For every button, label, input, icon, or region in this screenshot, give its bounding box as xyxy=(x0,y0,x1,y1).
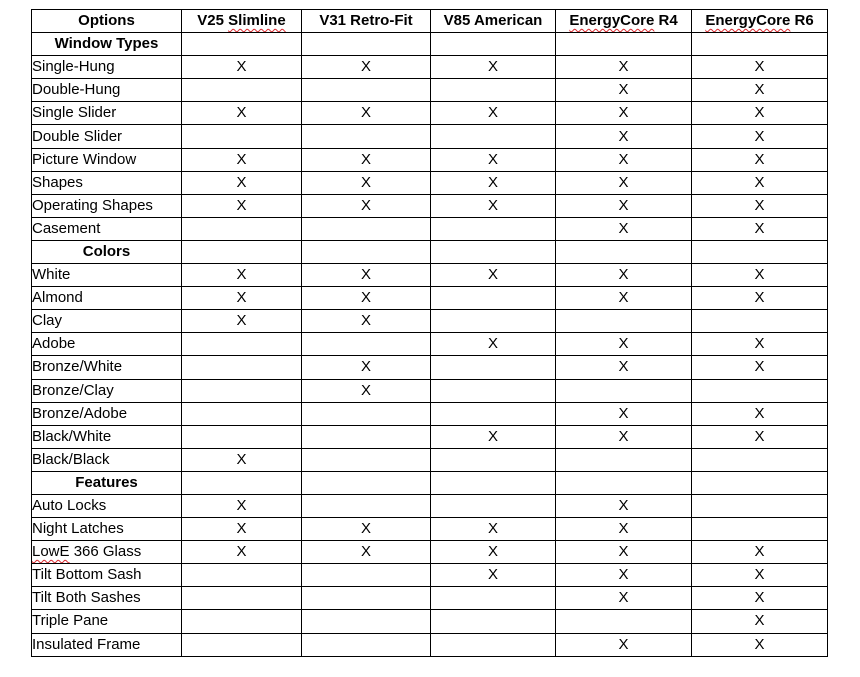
row-label: Operating Shapes xyxy=(32,194,182,217)
column-header-energycore-r6: EnergyCore R6 xyxy=(692,10,828,33)
row-label: LowE 366 Glass xyxy=(32,541,182,564)
table-row xyxy=(32,102,828,125)
availability-mark: X xyxy=(182,148,302,171)
availability-mark xyxy=(182,379,302,402)
availability-mark xyxy=(302,402,431,425)
availability-mark: X xyxy=(692,356,828,379)
row-label: Picture Window xyxy=(32,148,182,171)
availability-mark: X xyxy=(302,379,431,402)
empty-cell xyxy=(692,240,828,263)
availability-mark: X xyxy=(431,425,556,448)
availability-mark: X xyxy=(692,194,828,217)
availability-mark xyxy=(182,564,302,587)
availability-mark xyxy=(556,310,692,333)
availability-mark xyxy=(302,610,431,633)
availability-mark: X xyxy=(182,287,302,310)
row-label: White xyxy=(32,264,182,287)
availability-mark xyxy=(556,448,692,471)
availability-mark: X xyxy=(302,148,431,171)
row-label: Black/White xyxy=(32,425,182,448)
availability-mark: X xyxy=(431,518,556,541)
table-row xyxy=(32,148,828,171)
availability-mark: X xyxy=(556,425,692,448)
availability-mark xyxy=(431,379,556,402)
options-comparison-table xyxy=(31,9,828,657)
availability-mark: X xyxy=(431,148,556,171)
availability-mark: X xyxy=(182,541,302,564)
availability-mark: X xyxy=(302,194,431,217)
table-row xyxy=(32,310,828,333)
table-row xyxy=(32,194,828,217)
availability-mark: X xyxy=(556,194,692,217)
availability-mark xyxy=(431,494,556,517)
availability-mark: X xyxy=(182,264,302,287)
availability-mark: X xyxy=(556,79,692,102)
availability-mark: X xyxy=(431,564,556,587)
availability-mark: X xyxy=(692,333,828,356)
availability-mark: X xyxy=(556,402,692,425)
availability-mark: X xyxy=(692,264,828,287)
row-label: Black/Black xyxy=(32,448,182,471)
availability-mark: X xyxy=(692,171,828,194)
availability-mark: X xyxy=(302,287,431,310)
section-header-row xyxy=(32,471,828,494)
table-row xyxy=(32,541,828,564)
column-header-energycore-r4: EnergyCore R4 xyxy=(556,10,692,33)
availability-mark: X xyxy=(302,264,431,287)
availability-mark: X xyxy=(556,518,692,541)
row-label: Insulated Frame xyxy=(32,633,182,656)
column-header-v31-retro-fit: V31 Retro-Fit xyxy=(302,10,431,33)
row-label: Tilt Bottom Sash xyxy=(32,564,182,587)
availability-mark: X xyxy=(556,56,692,79)
availability-mark xyxy=(692,310,828,333)
availability-mark: X xyxy=(431,264,556,287)
availability-mark: X xyxy=(431,56,556,79)
availability-mark xyxy=(302,425,431,448)
column-header-options: Options xyxy=(32,10,182,33)
availability-mark xyxy=(431,587,556,610)
empty-cell xyxy=(692,33,828,56)
availability-mark: X xyxy=(692,587,828,610)
availability-mark: X xyxy=(692,79,828,102)
section-header-row xyxy=(32,33,828,56)
availability-mark: X xyxy=(692,541,828,564)
row-label: Bronze/Adobe xyxy=(32,402,182,425)
availability-mark xyxy=(692,448,828,471)
empty-cell xyxy=(431,471,556,494)
table-row xyxy=(32,125,828,148)
availability-mark xyxy=(302,633,431,656)
row-label: Clay xyxy=(32,310,182,333)
empty-cell xyxy=(182,33,302,56)
table-row xyxy=(32,402,828,425)
availability-mark: X xyxy=(692,633,828,656)
column-header-v25-slimline: V25 Slimline xyxy=(182,10,302,33)
table-row xyxy=(32,217,828,240)
availability-mark xyxy=(302,448,431,471)
row-label: Double-Hung xyxy=(32,79,182,102)
availability-mark: X xyxy=(302,56,431,79)
table-row xyxy=(32,518,828,541)
availability-mark: X xyxy=(182,171,302,194)
availability-mark: X xyxy=(556,633,692,656)
row-label: Bronze/Clay xyxy=(32,379,182,402)
table-row xyxy=(32,425,828,448)
availability-mark: X xyxy=(302,518,431,541)
availability-mark xyxy=(431,310,556,333)
table-row xyxy=(32,587,828,610)
availability-mark: X xyxy=(556,148,692,171)
availability-mark: X xyxy=(556,171,692,194)
availability-mark xyxy=(182,125,302,148)
empty-cell xyxy=(556,33,692,56)
availability-mark: X xyxy=(431,333,556,356)
availability-mark: X xyxy=(302,356,431,379)
row-label: Casement xyxy=(32,217,182,240)
table-header-row xyxy=(32,10,828,33)
availability-mark: X xyxy=(692,564,828,587)
availability-mark: X xyxy=(431,102,556,125)
availability-mark: X xyxy=(302,310,431,333)
availability-mark xyxy=(182,356,302,379)
availability-mark: X xyxy=(182,494,302,517)
column-header-v85-american: V85 American xyxy=(431,10,556,33)
availability-mark: X xyxy=(182,310,302,333)
empty-cell xyxy=(431,240,556,263)
availability-mark xyxy=(182,425,302,448)
availability-mark xyxy=(431,356,556,379)
section-title: Window Types xyxy=(32,33,182,56)
availability-mark xyxy=(431,448,556,471)
availability-mark: X xyxy=(556,494,692,517)
row-label: Triple Pane xyxy=(32,610,182,633)
row-label: Almond xyxy=(32,287,182,310)
availability-mark: X xyxy=(182,518,302,541)
section-title: Features xyxy=(32,471,182,494)
availability-mark: X xyxy=(556,125,692,148)
spellcheck-underline: Slimline xyxy=(228,12,286,30)
empty-cell xyxy=(302,471,431,494)
availability-mark: X xyxy=(556,587,692,610)
empty-cell xyxy=(556,240,692,263)
availability-mark: X xyxy=(302,541,431,564)
row-label: Night Latches xyxy=(32,518,182,541)
availability-mark xyxy=(182,402,302,425)
availability-mark: X xyxy=(182,448,302,471)
table-row xyxy=(32,356,828,379)
availability-mark: X xyxy=(692,425,828,448)
row-label: Double Slider xyxy=(32,125,182,148)
table-row xyxy=(32,264,828,287)
availability-mark xyxy=(431,287,556,310)
availability-mark xyxy=(692,518,828,541)
availability-mark: X xyxy=(556,264,692,287)
availability-mark: X xyxy=(692,148,828,171)
empty-cell xyxy=(182,471,302,494)
availability-mark xyxy=(556,379,692,402)
empty-cell xyxy=(302,33,431,56)
availability-mark: X xyxy=(556,287,692,310)
table-row xyxy=(32,56,828,79)
availability-mark xyxy=(302,564,431,587)
availability-mark xyxy=(302,333,431,356)
availability-mark xyxy=(431,402,556,425)
availability-mark: X xyxy=(431,171,556,194)
row-label: Tilt Both Sashes xyxy=(32,587,182,610)
availability-mark xyxy=(692,379,828,402)
availability-mark xyxy=(431,79,556,102)
table-row xyxy=(32,610,828,633)
availability-mark xyxy=(182,79,302,102)
availability-mark xyxy=(431,217,556,240)
table-row xyxy=(32,287,828,310)
row-label: Shapes xyxy=(32,171,182,194)
availability-mark: X xyxy=(692,610,828,633)
table-row xyxy=(32,79,828,102)
empty-cell xyxy=(692,471,828,494)
row-label: Auto Locks xyxy=(32,494,182,517)
availability-mark xyxy=(431,610,556,633)
spellcheck-underline: EnergyCore xyxy=(569,12,655,30)
availability-mark: X xyxy=(431,541,556,564)
empty-cell xyxy=(556,471,692,494)
availability-mark xyxy=(302,587,431,610)
availability-mark: X xyxy=(556,541,692,564)
availability-mark: X xyxy=(692,56,828,79)
row-label: Bronze/White xyxy=(32,356,182,379)
availability-mark: X xyxy=(182,194,302,217)
section-title: Colors xyxy=(32,240,182,263)
availability-mark: X xyxy=(302,171,431,194)
section-header-row xyxy=(32,240,828,263)
availability-mark: X xyxy=(692,287,828,310)
row-label: Single-Hung xyxy=(32,56,182,79)
availability-mark: X xyxy=(692,102,828,125)
spellcheck-underline: LowE xyxy=(32,543,70,561)
row-label: Single Slider xyxy=(32,102,182,125)
availability-mark: X xyxy=(692,402,828,425)
availability-mark xyxy=(182,610,302,633)
empty-cell xyxy=(431,33,556,56)
availability-mark xyxy=(302,494,431,517)
availability-mark xyxy=(302,125,431,148)
spellcheck-underline: EnergyCore xyxy=(705,12,791,30)
availability-mark xyxy=(302,217,431,240)
availability-mark: X xyxy=(431,194,556,217)
availability-mark: X xyxy=(692,217,828,240)
availability-mark: X xyxy=(182,56,302,79)
availability-mark xyxy=(692,494,828,517)
availability-mark xyxy=(431,125,556,148)
empty-cell xyxy=(182,240,302,263)
availability-mark: X xyxy=(182,102,302,125)
row-label: Adobe xyxy=(32,333,182,356)
availability-mark xyxy=(182,333,302,356)
availability-mark: X xyxy=(556,217,692,240)
availability-mark: X xyxy=(692,125,828,148)
table-row xyxy=(32,448,828,471)
availability-mark: X xyxy=(556,356,692,379)
table-row xyxy=(32,564,828,587)
table-body xyxy=(32,33,828,657)
table-row xyxy=(32,494,828,517)
table-row xyxy=(32,171,828,194)
availability-mark: X xyxy=(556,333,692,356)
table-row xyxy=(32,333,828,356)
availability-mark xyxy=(182,633,302,656)
availability-mark xyxy=(556,610,692,633)
table-row xyxy=(32,633,828,656)
availability-mark: X xyxy=(302,102,431,125)
availability-mark xyxy=(431,633,556,656)
availability-mark xyxy=(182,587,302,610)
availability-mark: X xyxy=(556,102,692,125)
availability-mark xyxy=(302,79,431,102)
availability-mark xyxy=(182,217,302,240)
empty-cell xyxy=(302,240,431,263)
table-row xyxy=(32,379,828,402)
availability-mark: X xyxy=(556,564,692,587)
